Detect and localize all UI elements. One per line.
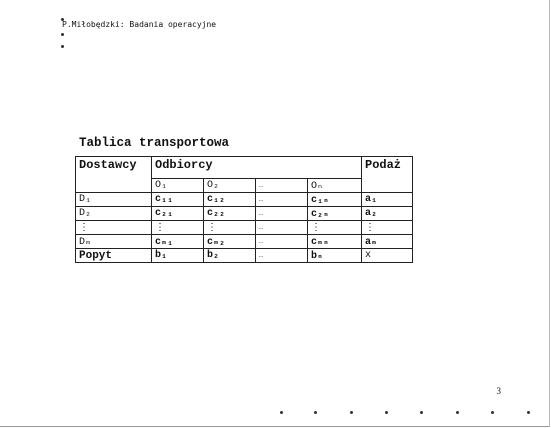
cost-cell: … [256, 235, 308, 249]
footer-dot [280, 411, 283, 414]
subheader-cell: Oₙ [308, 179, 362, 193]
table-row [76, 221, 413, 235]
footer-dot [456, 411, 459, 414]
footer-dot [491, 411, 494, 414]
transport-table [75, 156, 413, 263]
cost-cell: c₁₂ [204, 193, 256, 207]
row-label: Popyt [76, 249, 152, 263]
supply-cell: ⋮ [362, 221, 413, 235]
footer-dot [350, 411, 353, 414]
footer-dot [385, 411, 388, 414]
cost-cell: cₘ₂ [204, 235, 256, 249]
bullet-dot [61, 33, 64, 36]
footer-dot [314, 411, 317, 414]
bullet-dot [61, 45, 64, 48]
demand-total-cell: x [362, 249, 413, 263]
cost-cell: c₁ₙ [308, 193, 362, 207]
cost-cell: … [256, 221, 308, 235]
demand-cell: … [256, 249, 308, 263]
cost-cell: … [256, 207, 308, 221]
footer-dot [420, 411, 423, 414]
page-title: Tablica transportowa [79, 136, 230, 150]
demand-cell: bₙ [308, 249, 362, 263]
cost-cell: c₁₁ [152, 193, 204, 207]
cost-cell: cₘ₁ [152, 235, 204, 249]
cost-cell: ⋮ [204, 221, 256, 235]
table-row [76, 235, 413, 249]
supply-cell: a₂ [362, 207, 413, 221]
subheader-cell: O₂ [204, 179, 256, 193]
page-header: P.Miłobędzki: Badania operacyjne [62, 20, 217, 29]
supply-cell: aₘ [362, 235, 413, 249]
cost-cell: … [256, 193, 308, 207]
table-row [76, 193, 413, 207]
cost-cell: c₂ₙ [308, 207, 362, 221]
demand-cell: b₂ [204, 249, 256, 263]
table-row-demand [76, 249, 413, 263]
header-podaz: Podaż [362, 157, 413, 193]
header-odbiorcy: Odbiorcy [152, 157, 362, 179]
cost-cell: cₘₙ [308, 235, 362, 249]
cost-cell: c₂₂ [204, 207, 256, 221]
header-dostawcy: Dostawcy [76, 157, 152, 193]
row-label: ⋮ [76, 221, 152, 235]
table-row [76, 207, 413, 221]
demand-cell: b₁ [152, 249, 204, 263]
table-header-row [76, 157, 413, 179]
row-label: Dₘ [76, 235, 152, 249]
subheader-cell: … [256, 179, 308, 193]
cost-cell: ⋮ [152, 221, 204, 235]
cost-cell: c₂₁ [152, 207, 204, 221]
footer-dots [280, 411, 540, 415]
footer-dot [527, 411, 530, 414]
subheader-cell: O₁ [152, 179, 204, 193]
row-label: D₂ [76, 207, 152, 221]
supply-cell: a₁ [362, 193, 413, 207]
page-number: 3 [496, 386, 501, 396]
row-label: D₁ [76, 193, 152, 207]
cost-cell: ⋮ [308, 221, 362, 235]
